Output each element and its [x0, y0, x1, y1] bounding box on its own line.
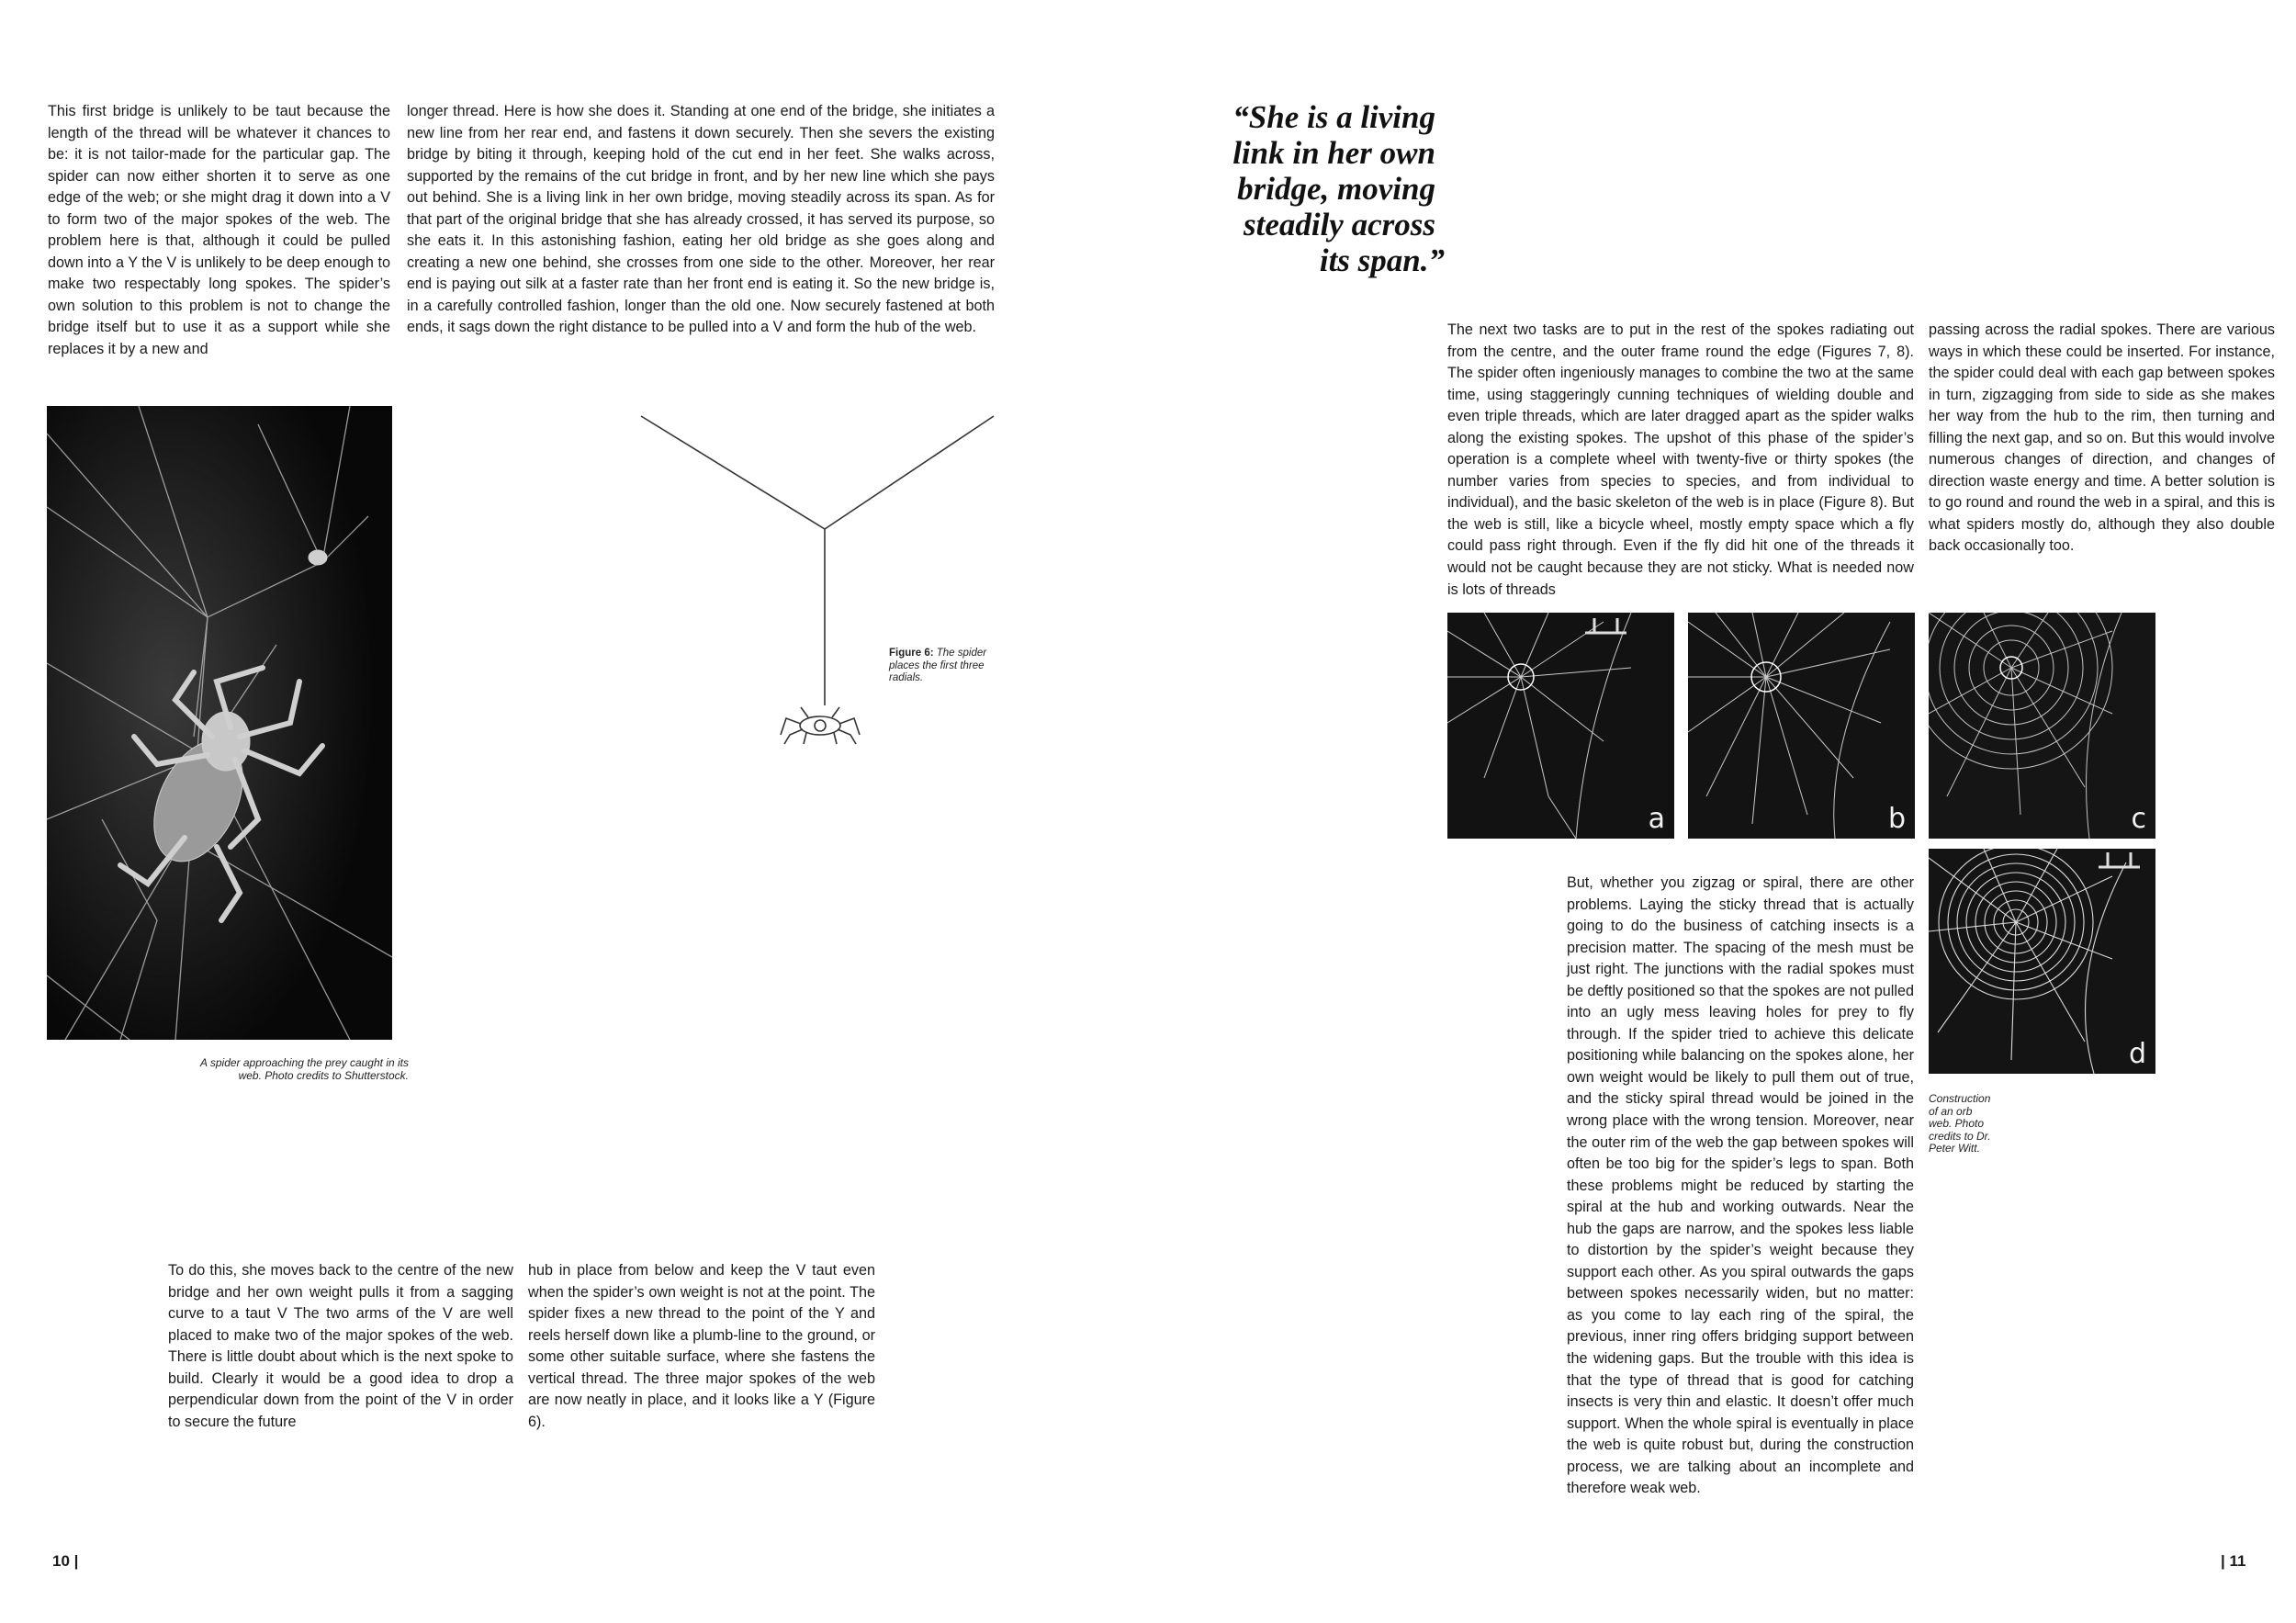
figure-6-caption-text: The spider places the first three radials.: [889, 648, 987, 683]
spider-photo: [47, 406, 392, 1040]
spider-photo-caption: A spider approaching the prey caught in its web. Photo credits to Shutterstock.: [199, 1056, 409, 1082]
right-page-number: | 11: [2221, 1552, 2246, 1570]
web-photo-d-letter: d: [2128, 1038, 2146, 1070]
figure-6-diagram: [634, 411, 1001, 751]
right-bottom-column: But, whether you zigzag or spiral, there are other problems. Laying the sticky thread that is actually going to do the business of catching insects is a precision matter. The spacing of the mesh must be just right. The junctions with the radial spokes must be deftly positioned so that the spokes are not pulled into an ugly mess leaving holes for prey to fly through. If the spider tried to achieve this delicate positioning while balancing on the spokes alone, her own weight would be likely to pull them out of true, and the sticky spiral thread would be joined in the wrong place with the wrong tension. Moreover, near the outer rim of the web the gap between spokes will often be too big for the spider’s legs to span. Both these problems might be reduced by starting the spiral at the hub and working outwards. Near the hub the gaps are narrow, and the spokes less liable to distortion by the spider’s weight because they support each other. As you spiral outwards the gaps between spokes necessarily widen, but no matter: as you come to lay each ring of the spiral, the previous, inner ring offers bridging support between the widening gaps. But the trouble with this idea is that the type of thread that is good for catching insects is very thin and elastic. It doesn’t offer much support. When the whole spiral is eventually in place the web is quite robust but, during the construction process, we are talking about an incomplete and therefore weak web.: [1567, 874, 1914, 1497]
figure-6-label: Figure 6:: [889, 648, 934, 659]
web-photo-c: [1929, 613, 2155, 839]
left-body-column-2: longer thread. Here is how she does it. Standing at one end of the bridge, she initiates a new line from her rear end, and fastens it down securely. Then she severs the existing bridge by biting it through, keeping hold of the cut end in her feet. She walks across, supported by the remains of the cut bridge in front, and by her new line which she pays out behind. She is a living link in her own bridge, moving steadily across its span. As for that part of the original bridge that she has already crossed, it has served its purpose, so she eats it. In this astonishing fashion, eating her old bridge as she goes along and creating a new one behind, she crosses from one side to the other. Moreover, her rear end is paying out silk at a faster rate than her front end is eating it. So the new bridge is, in a carefully controlled fashion, longer than the old one. Now securely fastened at both ends, it sags down the right distance to be pulled into a V and form the hub of the web.: [407, 103, 995, 336]
web-photo-b: [1688, 613, 1915, 839]
left-bottom-column-2: hub in place from below and keep the V taut even when the spider’s own weight is not at the point. The spider fixes a new thread to the point of the Y and reels herself down like a plumb-line to the ground, or some other suitable surface, where she fastens the vertical thread. The three major spokes of the web are now neatly in place, and it looks like a Y (Figure 6).: [528, 1262, 875, 1430]
figure-6-caption: [889, 648, 999, 685]
web-photo-b-letter: b: [1887, 803, 1906, 835]
left-bottom-column-1: To do this, she moves back to the centre of the new bridge and her own weight pulls it from a sagging curve to a taut V The two arms of the V are well placed to make two of the major spokes of the web. There is little doubt about which is the next spoke to build. Clearly it would be a good idea to drop a perpendicular down from the point of the V in order to secure the future: [168, 1262, 513, 1430]
pull-quote-line-2: link in her own: [1232, 135, 1435, 171]
pull-quote-line-4: steadily across: [1243, 207, 1435, 242]
web-photo-c-letter: c: [2131, 803, 2146, 835]
web-photo-d: [1929, 849, 2155, 1074]
left-page-number: 10 |: [52, 1552, 79, 1570]
left-body-column-1: This first bridge is unlikely to be taut because the length of the thread will be whatever it chances to be: it is not tailor-made for the particular gap. The spider can now either shorten it to serve as one edge of the web; or she might drag it down into a V to form two of the major spokes of the web. The problem here is that, although it could be pulled down into a Y the V is unlikely to be deep enough to make two respectably long spokes. The spider’s own solution to this problem is not to change the bridge itself but to use it as a support while she replaces it by a new and: [48, 103, 390, 358]
web-photo-a: [1447, 613, 1674, 839]
pull-quote-line-1: “She is a living: [1232, 99, 1435, 135]
web-photo-a-letter: a: [1648, 803, 1665, 835]
pull-quote-line-5: its span.”: [1319, 242, 1445, 278]
right-body-column-2: passing across the radial spokes. There are various ways in which these could be inserted. For instance, the spider could deal with each gap between spokes in turn, zigzagging from side to side as she makes her way from the hub to the rim, then turning and filling the next gap, and so on. But this would involve numerous changes of direction, and changes of direction waste energy and time. A better solution is to go round and round the web in a spiral, and this is what spiders mostly do, although they also double back occasionally too.: [1929, 321, 2275, 555]
pull-quote-line-3: bridge, moving: [1237, 171, 1435, 207]
web-photos-caption: Construction of an orb web. Photo credits to Dr. Peter Witt.: [1929, 1092, 1991, 1155]
pull-quote: [1180, 99, 1445, 278]
right-body-column-1: The next two tasks are to put in the rest of the spokes radiating out from the centre, and the outer frame round the edge (Figures 7, 8). The spider often ingeniously manages to combine the two at the same time, using staggeringly cunning techniques of wielding double and even triple threads, which are later dragged apart as the spider walks along the existing spokes. The upshot of this phase of the spider’s operation is a complete wheel with twenty-five or thirty spokes (the number varies from species to species, and from individual to individual), and the basic skeleton of the web is in place (Figure 8). But the web is still, like a bicycle wheel, mostly empty space which a fly could pass right through. Even if the fly did hit one of the threads it would not be caught because they are not sticky. What is needed now is lots of threads: [1447, 321, 1914, 598]
